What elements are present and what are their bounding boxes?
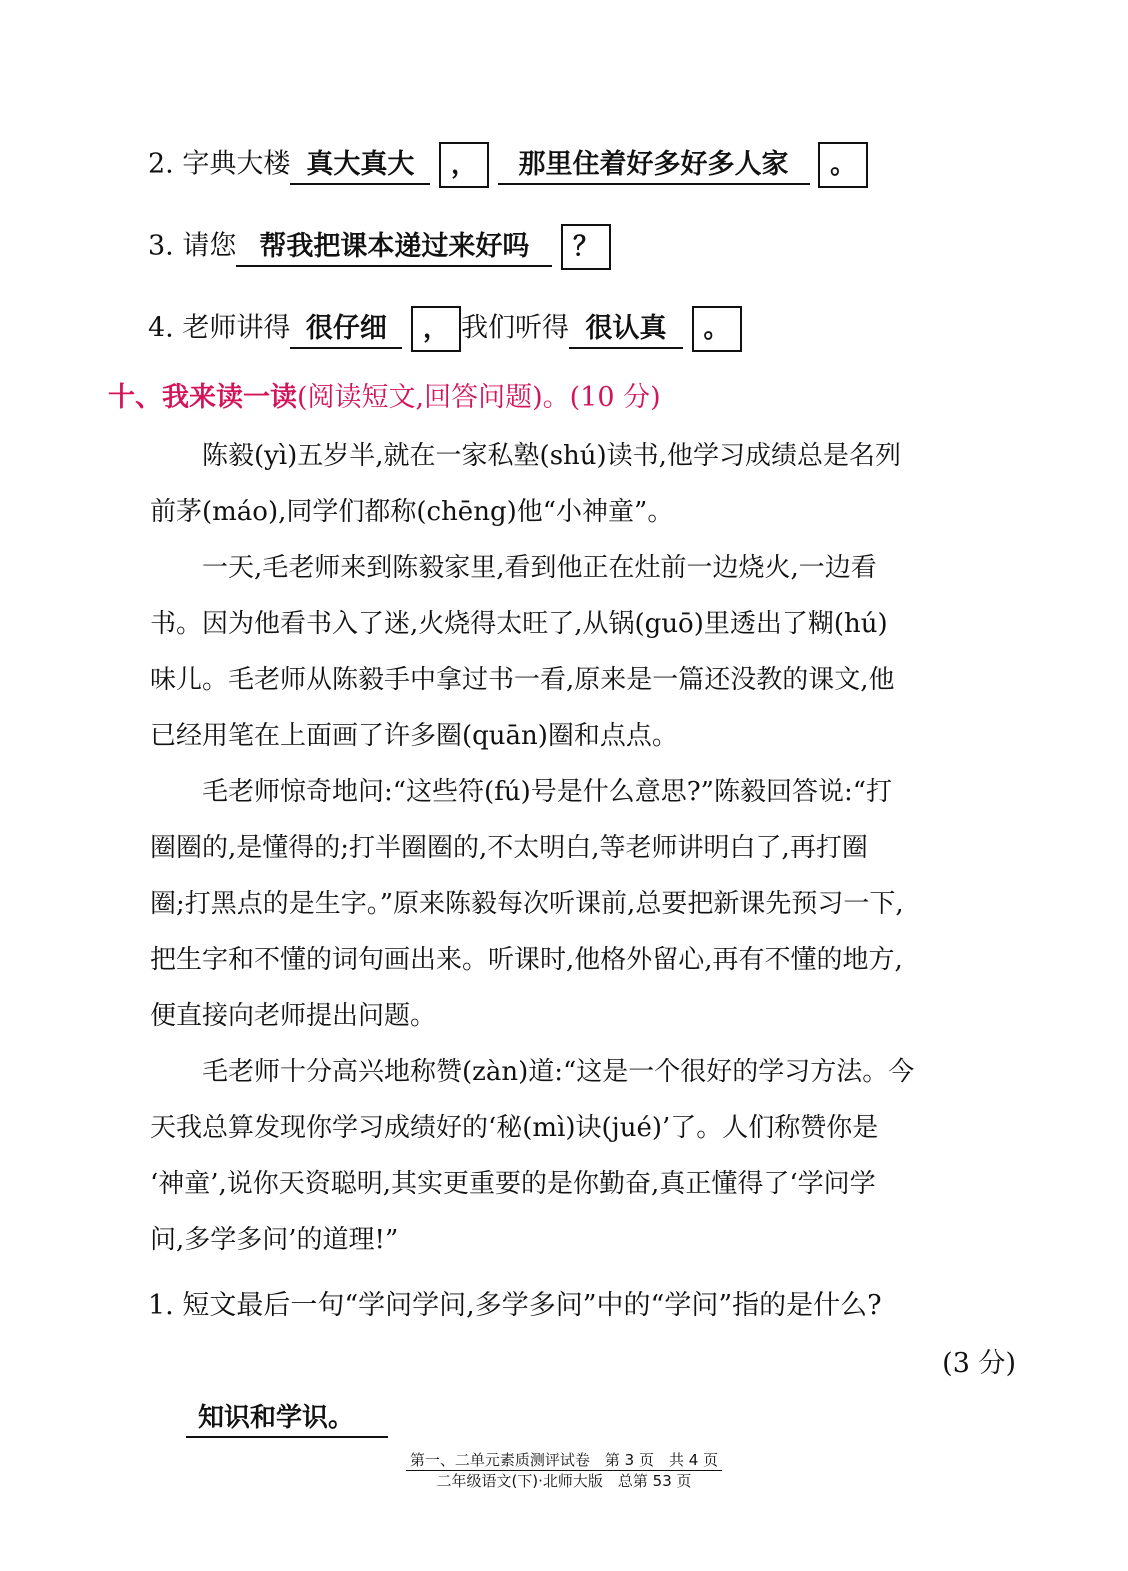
passage-line: ‘神童’,说你天资聪明,其实更重要的是你勤奋,真正懂得了‘学问学	[150, 1169, 876, 1199]
answer-text: 知识和学识。	[198, 1403, 355, 1433]
question-1-text: 1. 短文最后一句“学问学问,多学多问”中的“学问”指的是什么?	[148, 1290, 882, 1321]
section-instructions: (阅读短文,回答问题)。(10 分)	[297, 382, 661, 413]
question-3	[148, 224, 611, 270]
passage-line: 一天,毛老师来到陈毅家里,看到他正在灶前一边烧火,一边看	[150, 553, 877, 583]
passage-line: 毛老师惊奇地问:“这些符(fú)号是什么意思?”陈毅回答说:“打	[150, 777, 892, 807]
footer-line-1: 第一、二单元素质测评试卷 第 3 页 共 4 页	[406, 1450, 722, 1471]
answer-line	[186, 1400, 388, 1438]
passage-line: 书。因为他看书入了迷,火烧得太旺了,从锅(guō)里透出了糊(hú)	[150, 609, 888, 639]
passage-line: 味儿。毛老师从陈毅手中拿过书一看,原来是一篇还没教的课文,他	[150, 665, 895, 695]
question-score: (3 分)	[942, 1348, 1016, 1379]
footer-line-2: 二年级语文(下)·北师大版 总第 53 页	[436, 1472, 692, 1490]
question-prompt: 老师讲得	[182, 312, 291, 344]
passage-line: 便直接向老师提出问题。	[150, 1001, 437, 1031]
answer-blank: 真大真大	[290, 147, 430, 185]
passage-line: 天我总算发现你学习成绩好的‘秘(mì)诀(jué)’了。人们称赞你是	[150, 1113, 879, 1143]
question-4	[148, 306, 742, 352]
section-heading: 十、我来读一读	[108, 382, 297, 413]
punctuation-box: ，	[439, 142, 489, 188]
punctuation-box: 。	[818, 142, 868, 188]
passage-line: 圈圈的,是懂得的;打半圈圈的,不太明白,等老师讲明白了,再打圈	[150, 833, 868, 863]
punctuation-box: ，	[411, 306, 461, 352]
punctuation-box: ？	[561, 224, 611, 270]
question-number: 3.	[148, 230, 174, 262]
passage-line: 问,多学多问’的道理!”	[150, 1225, 399, 1255]
reading-passage	[150, 428, 914, 1268]
answer-blank: 很仔细	[290, 311, 402, 349]
question-prompt: 字典大楼	[182, 148, 291, 180]
punctuation-box: 。	[692, 306, 742, 352]
passage-line: 圈;打黑点的是生字。”原来陈毅每次听课前,总要把新课先预习一下,	[150, 889, 904, 919]
question-2	[148, 142, 868, 188]
section-title	[108, 378, 661, 418]
answer-blank: 很认真	[569, 311, 683, 349]
passage-line: 把生字和不懂的词句画出来。听课时,他格外留心,再有不懂的地方,	[150, 945, 903, 975]
passage-line: 陈毅(yì)五岁半,就在一家私塾(shú)读书,他学习成绩总是名列	[150, 441, 901, 471]
passage-line: 已经用笔在上面画了许多圈(quān)圈和点点。	[150, 721, 678, 751]
page-footer	[264, 1450, 864, 1491]
answer-blank: 那里住着好多好多人家	[498, 147, 810, 185]
question-prompt: 我们听得	[460, 312, 569, 344]
question-number: 2.	[148, 148, 174, 180]
question-prompt: 请您	[182, 230, 237, 262]
passage-line: 前茅(máo),同学们都称(chēng)他“小神童”。	[150, 497, 674, 527]
answer-blank: 帮我把课本递过来好吗	[236, 229, 552, 267]
passage-line: 毛老师十分高兴地称赞(zàn)道:“这是一个很好的学习方法。今	[150, 1057, 915, 1087]
question-number: 4.	[148, 312, 174, 344]
